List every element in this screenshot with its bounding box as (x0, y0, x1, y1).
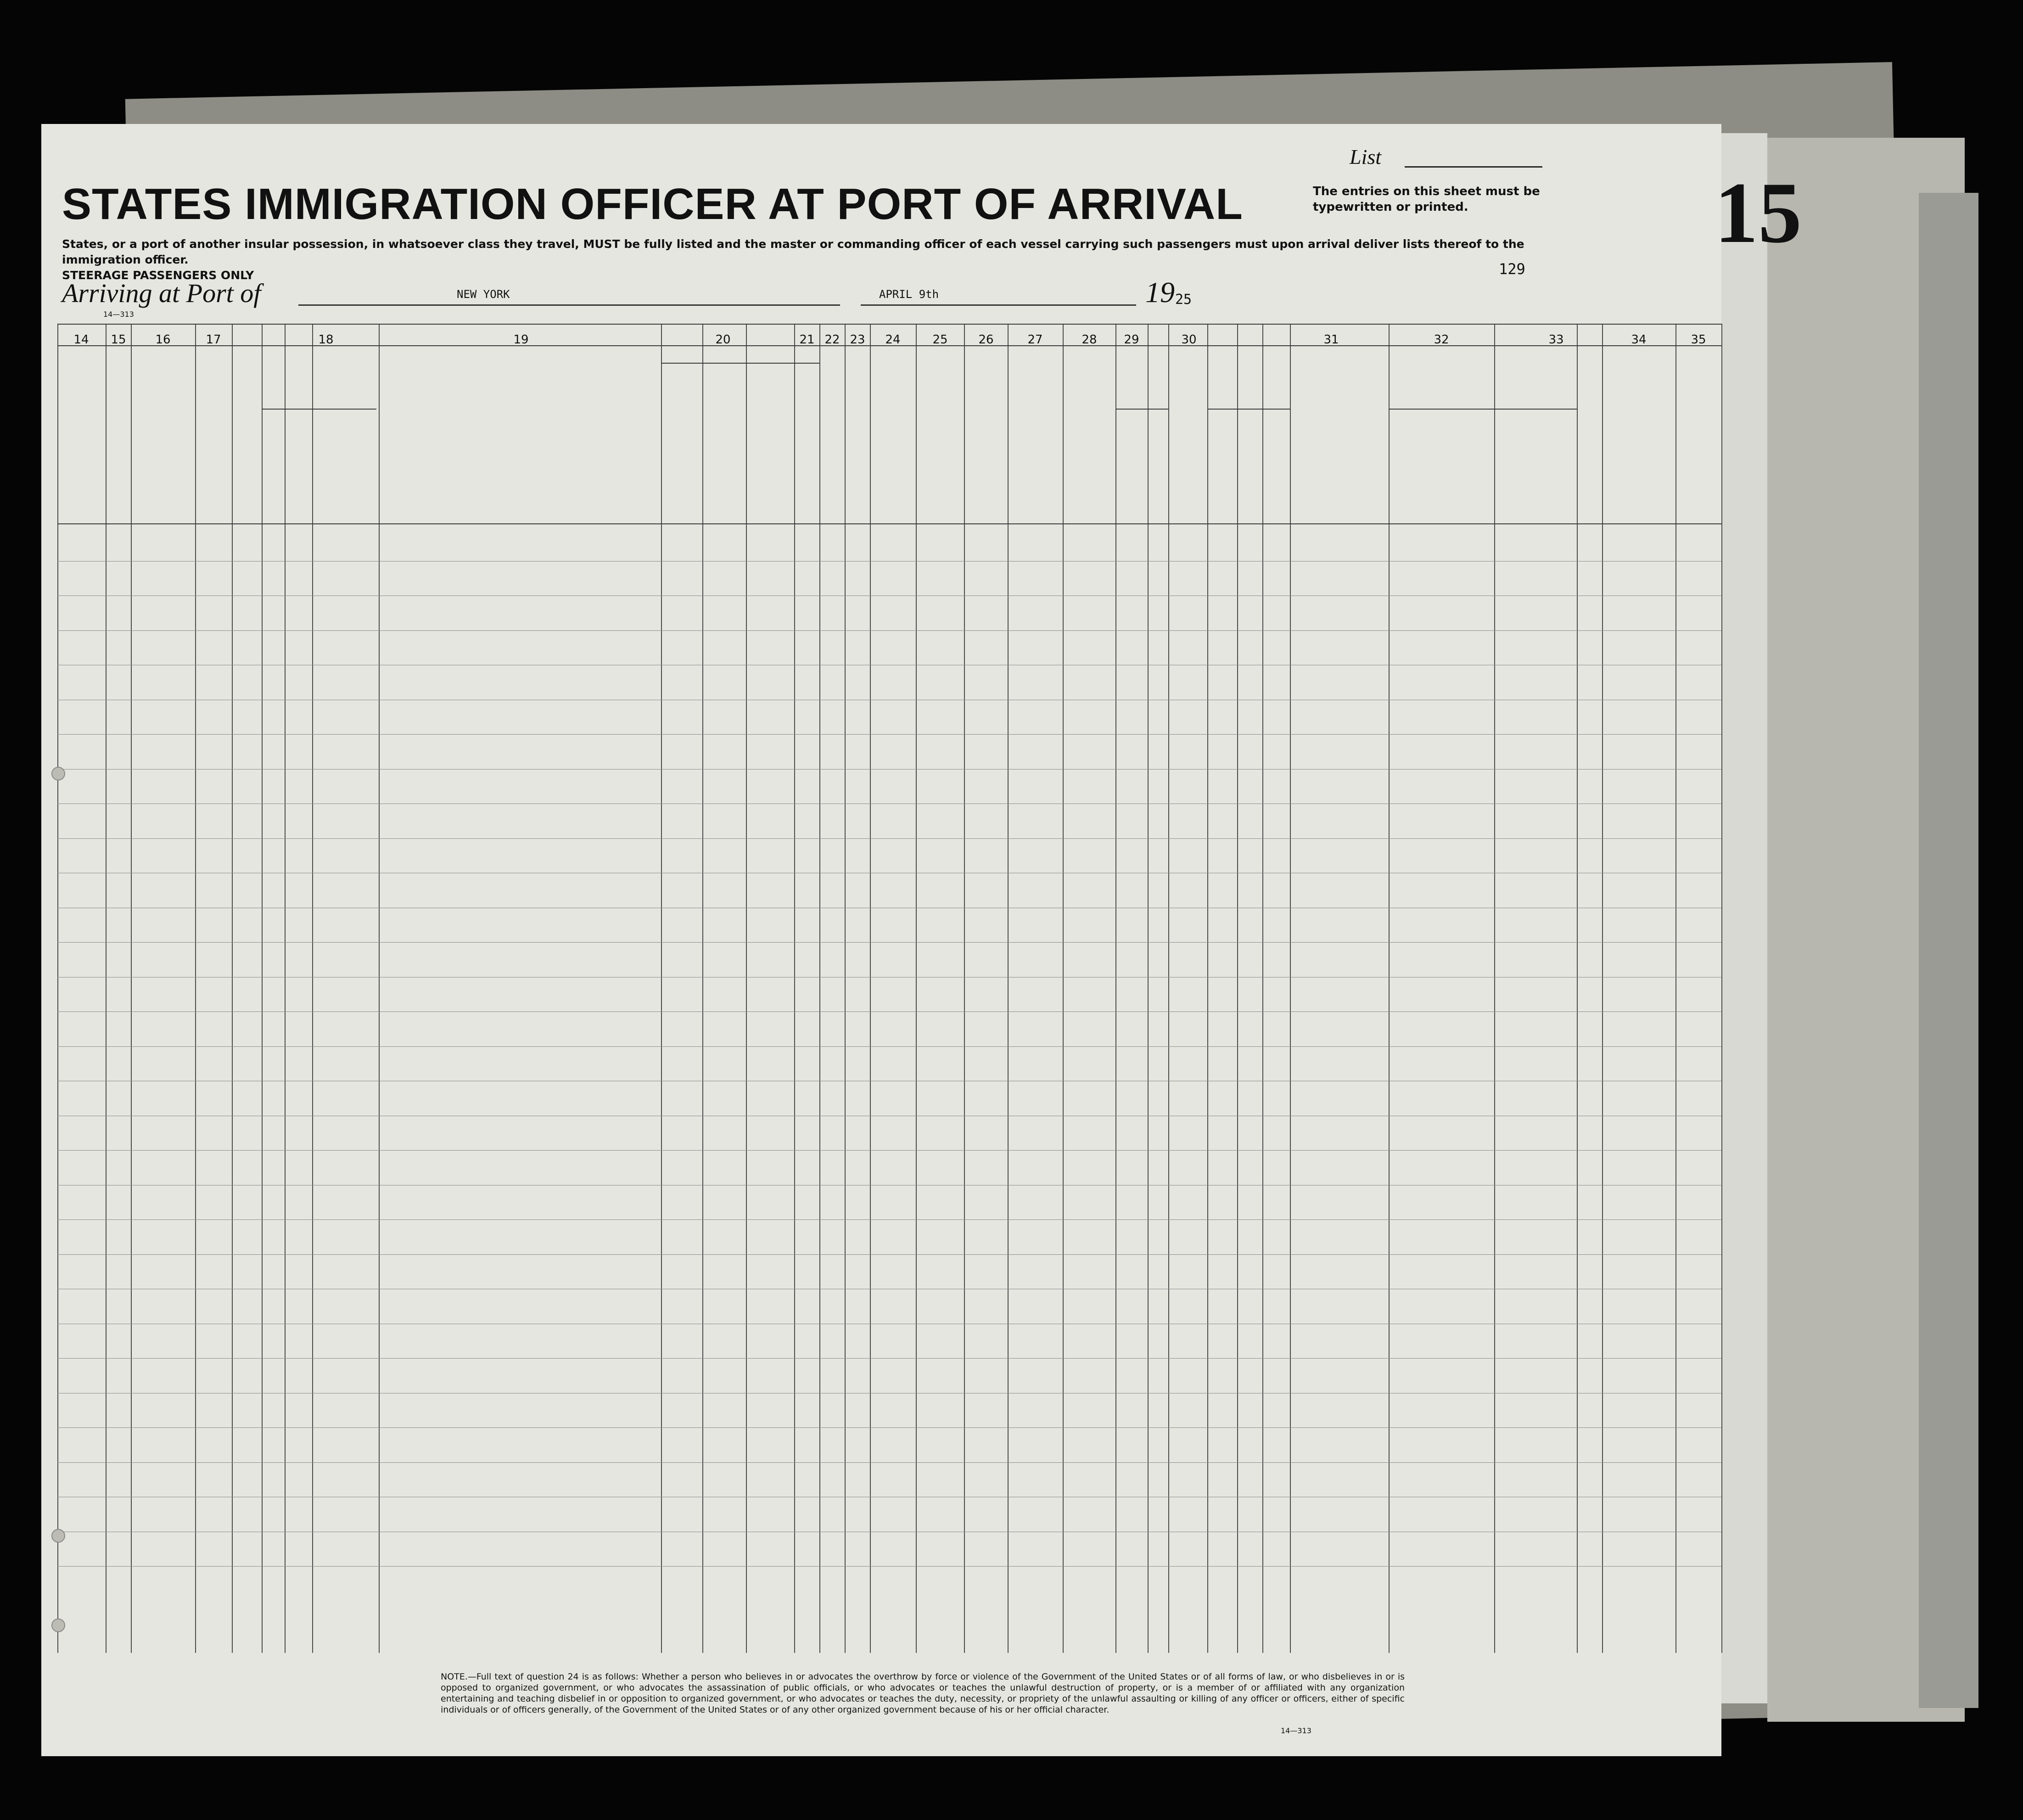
page-title: STATES IMMIGRATION OFFICER AT PORT OF ARRIVAL (62, 180, 1243, 229)
row-rule (57, 595, 1721, 596)
column-number: 18 (318, 333, 334, 347)
row-rule (57, 769, 1721, 770)
row-rule (57, 1358, 1721, 1359)
column-number: 26 (978, 333, 994, 347)
column-number: 27 (1027, 333, 1043, 347)
background-sheet (1919, 193, 1978, 1708)
form-number: 14—313 (103, 310, 134, 319)
column-number: 28 (1082, 333, 1097, 347)
column-number: 34 (1631, 333, 1647, 347)
row-rule (57, 1566, 1721, 1567)
header-sub-rule (1207, 409, 1290, 410)
column-number: 30 (1181, 333, 1197, 347)
instructions (62, 236, 1577, 283)
column-number: 20 (715, 333, 731, 347)
year-suffix: 25 (1175, 292, 1192, 308)
entries-note: The entries on this sheet must be typewritten or printed. (1313, 185, 1540, 214)
row-rule (57, 1219, 1721, 1220)
row-rule (57, 1427, 1721, 1428)
arrival-date: APRIL 9th (879, 288, 939, 301)
header-sub-rule (1389, 409, 1577, 410)
header-bottom-rule (57, 523, 1721, 524)
year-prefix: 19 (1145, 276, 1175, 309)
row-rule (57, 1046, 1721, 1047)
column-number: 25 (932, 333, 948, 347)
punch-hole (51, 1529, 65, 1543)
row-rule (57, 1254, 1721, 1255)
column-number: 23 (850, 333, 865, 347)
list-label: List (1350, 145, 1382, 169)
row-rule (57, 561, 1721, 562)
column-number: 35 (1691, 333, 1706, 347)
row-rule (57, 942, 1721, 943)
punch-hole (51, 1618, 65, 1632)
instructions-line1: States, or a port of another insular possession, in whatsoever class they travel, MUST be fully listed and the master or commanding officer of each vessel carrying such passengers must upon arrival deliver lists thereof to the immigration officer. (62, 237, 1524, 266)
column-number: 21 (799, 333, 815, 347)
port-line (298, 304, 840, 306)
list-line (1405, 166, 1542, 168)
header-sub-rule (262, 409, 376, 410)
instructions-line2: STEERAGE PASSENGERS ONLY (62, 269, 254, 282)
column-number: 32 (1434, 333, 1449, 347)
row-rule (57, 1011, 1721, 1012)
port-name: NEW YORK (457, 288, 510, 301)
column-number: 22 (824, 333, 840, 347)
column-number: 15 (111, 333, 126, 347)
row-rule (57, 803, 1721, 804)
punch-hole (51, 767, 65, 781)
column-number: 31 (1323, 333, 1339, 347)
form-number-bottom: 14—313 (1281, 1726, 1311, 1735)
row-rule (57, 1150, 1721, 1151)
column-number: 29 (1124, 333, 1139, 347)
header-top-rule (57, 324, 1721, 325)
row-rule (57, 630, 1721, 631)
footnote: NOTE.—Full text of question 24 is as follows: Whether a person who believes in or advocates the overthrow by force or violence of the Government of the United States or of all forms of law, or who disbelieves in or is opposed to organized government, or who advocates the assassination of public officials, or who advocates or teaches the unlawful destruction of property, or is a member of or affiliated with any organization entertaining and teaching disbelief in or opposition to organized government, or who advocates or teaches the duty, necessity, or propriety of the unlawful assaulting or killing of any officer or officers, either of specific individuals or of officers generally, of the Government of the United States or of any other organized government because of his or her official character. (441, 1672, 1405, 1715)
column-number: 17 (206, 333, 221, 347)
row-rule (57, 734, 1721, 735)
list-reference: 129 (1499, 260, 1525, 278)
date-line (861, 304, 1136, 306)
column-rule (1721, 324, 1722, 1653)
row-rule (57, 1462, 1721, 1463)
header-sub-rule (661, 363, 819, 364)
column-number: 14 (73, 333, 89, 347)
row-rule (57, 838, 1721, 839)
column-number: 16 (155, 333, 171, 347)
column-number: 24 (885, 333, 901, 347)
column-number: 33 (1548, 333, 1564, 347)
manifest-page (41, 124, 1802, 1756)
arriving-label: Arriving at Port of (62, 278, 261, 308)
column-number: 19 (513, 333, 529, 347)
header-sub-rule (1115, 409, 1168, 410)
sheet-number: 15 (1715, 165, 1802, 261)
